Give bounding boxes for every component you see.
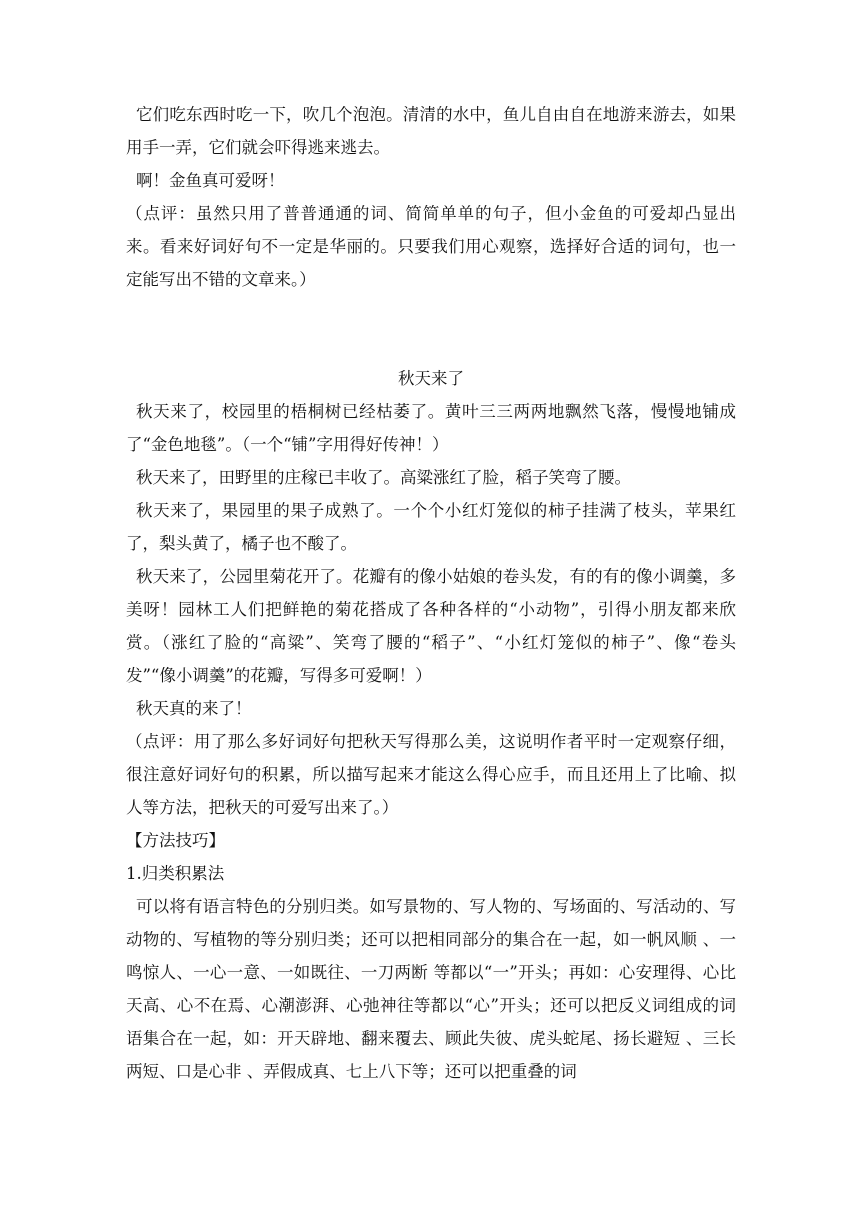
- comment-goldfish: （点评：虽然只用了普普通通的词、简简单单的句子，但小金鱼的可爱却凸显出来。看来好词好句不一定是华丽的。只要我们用心观察，选择好合适的词句，也一定能写出不错的文章来。）: [126, 204, 736, 289]
- paragraph-goldfish-1: 它们吃东西时吃一下，吹几个泡泡。清清的水中，鱼儿自由自在地游来游去，如果用手一弄，它们就会吓得逃来逃去。: [126, 105, 736, 157]
- section-spacer: [126, 296, 736, 362]
- document-page: [126, 98, 736, 1088]
- essay-paragraph-5: 秋天真的来了！: [136, 699, 252, 718]
- method-item-1-body: 可以将有语言特色的分别归类。如写景物的、写人物的、写场面的、写活动的、写动物的、写植物的等分别归类；还可以把相同部分的集合在一起，如一帆风顺 、一鸣惊人、一心一意、一如既往、一刀两断 等都以“一”开头；再如：心安理得、心比天高、心不在焉、心潮澎湃、心弛神往等都以“心”开头；还可以把反义词组成的词语集合在一起，如：开天辟地、翻来覆去、顾此失彼、虎头蛇尾、扬长避短 、三长两短、口是心非 、弄假成真、七上八下等；还可以把重叠的词: [126, 897, 736, 1081]
- comment-essay: （点评：用了那么多好词好句把秋天写得那么美，这说明作者平时一定观察仔细，很注意好词好句的积累，所以描写起来才能这么得心应手，而且还用上了比喻、拟人等方法，把秋天的可爱写出来了。）: [126, 732, 736, 817]
- essay-paragraph-2: 秋天来了，田野里的庄稼已丰收了。高粱涨红了脸，稻子笑弯了腰。: [136, 468, 631, 487]
- method-item-1-title: 1.归类积累法: [126, 864, 225, 883]
- essay-paragraph-1: 秋天来了，校园里的梧桐树已经枯萎了。黄叶三三两两地飘然飞落，慢慢地铺成了“金色地毯”。（一个“铺”字用得好传神！）: [126, 402, 736, 454]
- method-heading: 【方法技巧】: [126, 831, 225, 850]
- essay-title: 秋天来了: [398, 369, 464, 388]
- essay-paragraph-4: 秋天来了，公园里菊花开了。花瓣有的像小姑娘的卷头发，有的有的像小调羹，多美呀！园林工人们把鲜艳的菊花搭成了各种各样的“小动物”，引得小朋友都来欣赏。（涨红了脸的“高粱”、笑弯了腰的“稻子”、“小红灯笼似的柿子”、像“卷头发”“像小调羹”的花瓣，写得多可爱啊！）: [126, 567, 736, 685]
- essay-paragraph-3: 秋天来了，果园里的果子成熟了。一个个小红灯笼似的柿子挂满了枝头，苹果红了，梨头黄了，橘子也不酸了。: [126, 501, 736, 553]
- paragraph-goldfish-2: 啊！金鱼真可爱呀！: [136, 171, 285, 190]
